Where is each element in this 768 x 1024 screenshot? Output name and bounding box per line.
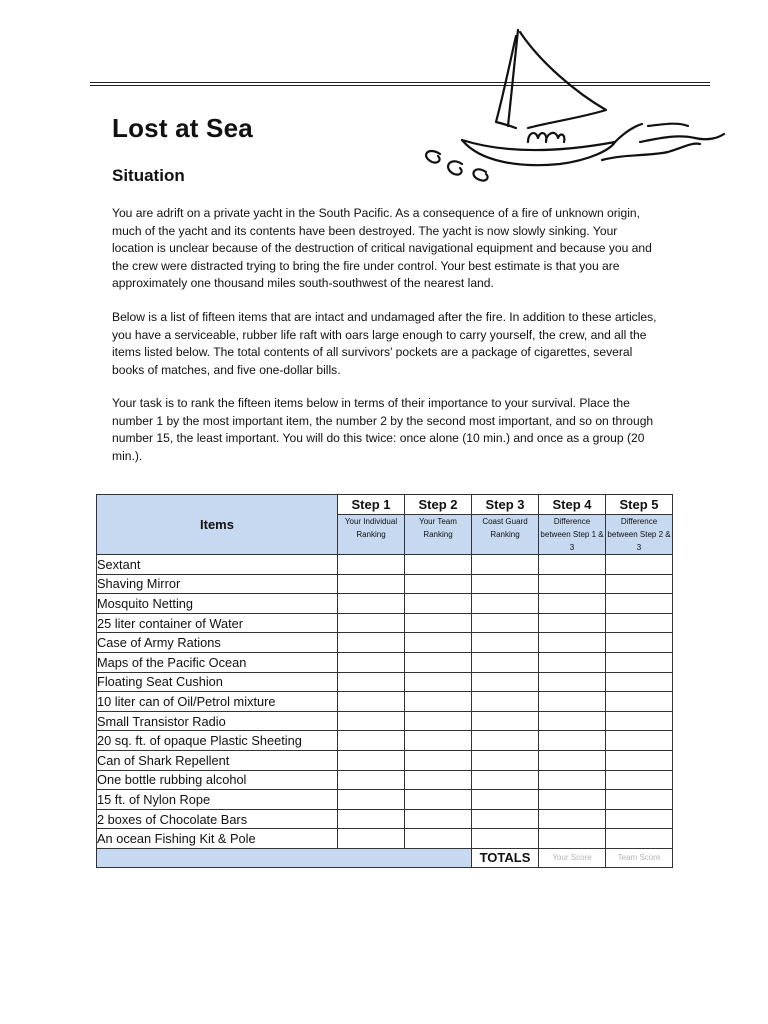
table-row <box>97 652 673 672</box>
table-row <box>97 829 673 849</box>
rank-cell-step-5[interactable] <box>606 555 673 575</box>
step-2-header: Step 2 <box>405 495 472 515</box>
table-row <box>97 555 673 575</box>
rank-cell-step-2[interactable] <box>405 790 472 810</box>
rank-cell-step-4[interactable] <box>539 711 606 731</box>
rank-cell-step-1[interactable] <box>338 790 405 810</box>
step-1-header: Step 1 <box>338 495 405 515</box>
rank-cell-step-3[interactable] <box>472 574 539 594</box>
rank-cell-step-4[interactable] <box>539 770 606 790</box>
item-name: Case of Army Rations <box>97 633 338 653</box>
rank-cell-step-1[interactable] <box>338 750 405 770</box>
rank-cell-step-2[interactable] <box>405 633 472 653</box>
rank-cell-step-3[interactable] <box>472 555 539 575</box>
step-5-header: Step 5 <box>606 495 673 515</box>
rank-cell-step-1[interactable] <box>338 692 405 712</box>
rank-cell-step-2[interactable] <box>405 594 472 614</box>
item-name: 15 ft. of Nylon Rope <box>97 790 338 810</box>
rank-cell-step-4[interactable] <box>539 633 606 653</box>
sailboat-illustration <box>410 22 730 187</box>
rank-cell-step-5[interactable] <box>606 672 673 692</box>
totals-blank <box>97 848 472 867</box>
rank-cell-step-2[interactable] <box>405 809 472 829</box>
table-row <box>97 750 673 770</box>
rank-cell-step-2[interactable] <box>405 692 472 712</box>
rank-cell-step-4[interactable] <box>539 692 606 712</box>
team-score-cell[interactable]: Team Score <box>606 848 673 867</box>
rank-cell-step-4[interactable] <box>539 829 606 849</box>
step-4-description: Difference between Step 1 & 3 <box>539 515 606 555</box>
rank-cell-step-1[interactable] <box>338 809 405 829</box>
item-name: Sextant <box>97 555 338 575</box>
rank-cell-step-5[interactable] <box>606 750 673 770</box>
rank-cell-step-2[interactable] <box>405 613 472 633</box>
rank-cell-step-2[interactable] <box>405 770 472 790</box>
table-row <box>97 594 673 614</box>
rank-cell-step-2[interactable] <box>405 829 472 849</box>
rank-cell-step-2[interactable] <box>405 672 472 692</box>
totals-label: TOTALS <box>472 848 539 867</box>
table-row <box>97 692 673 712</box>
step-4-header: Step 4 <box>539 495 606 515</box>
rank-cell-step-5[interactable] <box>606 574 673 594</box>
step-5-description: Difference between Step 2 & 3 <box>606 515 673 555</box>
item-name: Floating Seat Cushion <box>97 672 338 692</box>
rank-cell-step-2[interactable] <box>405 574 472 594</box>
rank-cell-step-2[interactable] <box>405 652 472 672</box>
step-3-description: Coast Guard Ranking <box>472 515 539 555</box>
rank-cell-step-4[interactable] <box>539 613 606 633</box>
item-name: An ocean Fishing Kit & Pole <box>97 829 338 849</box>
rank-cell-step-4[interactable] <box>539 594 606 614</box>
rank-cell-step-4[interactable] <box>539 652 606 672</box>
rank-cell-step-1[interactable] <box>338 711 405 731</box>
rank-cell-step-5[interactable] <box>606 633 673 653</box>
ranking-table <box>96 494 673 868</box>
item-name: Maps of the Pacific Ocean <box>97 652 338 672</box>
rank-cell-step-5[interactable] <box>606 770 673 790</box>
rank-cell-step-5[interactable] <box>606 594 673 614</box>
rank-cell-step-5[interactable] <box>606 829 673 849</box>
step-1-description: Your Individual Ranking <box>338 515 405 555</box>
rank-cell-step-3[interactable] <box>472 672 539 692</box>
rank-cell-step-5[interactable] <box>606 652 673 672</box>
rank-cell-step-3[interactable] <box>472 750 539 770</box>
item-name: 25 liter container of Water <box>97 613 338 633</box>
rank-cell-step-3[interactable] <box>472 829 539 849</box>
rank-cell-step-5[interactable] <box>606 731 673 751</box>
rank-cell-step-1[interactable] <box>338 652 405 672</box>
situation-paragraph: You are adrift on a private yacht in the South Pacific. As a consequence of a fire of unknown origin, much of the yacht and its contents have been destroyed. The yacht is now slowly sinking. Your location is unclear because of the destruction of critical navigational equipment and because you and the crew were distracted trying to bring the fire under control. Your best estimate is that you are approximately one thousand miles south-southwest of the nearest land. <box>112 206 652 291</box>
rank-cell-step-1[interactable] <box>338 731 405 751</box>
item-name: Small Transistor Radio <box>97 711 338 731</box>
your-score-cell[interactable]: Your Score <box>539 848 606 867</box>
rank-cell-step-3[interactable] <box>472 652 539 672</box>
rank-cell-step-2[interactable] <box>405 555 472 575</box>
rank-cell-step-4[interactable] <box>539 731 606 751</box>
rank-cell-step-1[interactable] <box>338 594 405 614</box>
table-row <box>97 574 673 594</box>
rank-cell-step-3[interactable] <box>472 809 539 829</box>
rank-cell-step-4[interactable] <box>539 574 606 594</box>
table-row <box>97 809 673 829</box>
rank-cell-step-3[interactable] <box>472 692 539 712</box>
rank-cell-step-5[interactable] <box>606 692 673 712</box>
rank-cell-step-5[interactable] <box>606 711 673 731</box>
rank-cell-step-3[interactable] <box>472 711 539 731</box>
rank-cell-step-4[interactable] <box>539 750 606 770</box>
rank-cell-step-3[interactable] <box>472 613 539 633</box>
rank-cell-step-2[interactable] <box>405 750 472 770</box>
items-column-header: Items <box>97 495 338 555</box>
table-row <box>97 790 673 810</box>
rank-cell-step-3[interactable] <box>472 594 539 614</box>
rank-cell-step-3[interactable] <box>472 633 539 653</box>
rank-cell-step-5[interactable] <box>606 790 673 810</box>
rank-cell-step-3[interactable] <box>472 770 539 790</box>
rank-cell-step-5[interactable] <box>606 809 673 829</box>
table-row <box>97 711 673 731</box>
rank-cell-step-2[interactable] <box>405 731 472 751</box>
item-name: Can of Shark Repellent <box>97 750 338 770</box>
rank-cell-step-1[interactable] <box>338 574 405 594</box>
step-3-header: Step 3 <box>472 495 539 515</box>
items-paragraph: Below is a list of fifteen items that are intact and undamaged after the fire. In addition to these articles, you have a serviceable, rubber life raft with oars large enough to carry yourself, the crew, and all the items listed below. The total contents of all survivors’ pockets are a package of cigarettes, several books of matches, and five one-dollar bills. <box>112 310 657 377</box>
rank-cell-step-1[interactable] <box>338 770 405 790</box>
table-row <box>97 731 673 751</box>
rank-cell-step-3[interactable] <box>472 731 539 751</box>
rank-cell-step-1[interactable] <box>338 555 405 575</box>
rank-cell-step-4[interactable] <box>539 809 606 829</box>
rank-cell-step-1[interactable] <box>338 633 405 653</box>
table-row <box>97 770 673 790</box>
table-row <box>97 633 673 653</box>
item-name: 20 sq. ft. of opaque Plastic Sheeting <box>97 731 338 751</box>
table-row <box>97 672 673 692</box>
rank-cell-step-5[interactable] <box>606 613 673 633</box>
rank-cell-step-2[interactable] <box>405 711 472 731</box>
step-2-description: Your Team Ranking <box>405 515 472 555</box>
rank-cell-step-4[interactable] <box>539 790 606 810</box>
item-name: 2 boxes of Chocolate Bars <box>97 809 338 829</box>
rank-cell-step-3[interactable] <box>472 790 539 810</box>
table-row <box>97 613 673 633</box>
page-title: Lost at Sea <box>112 113 253 143</box>
rank-cell-step-4[interactable] <box>539 555 606 575</box>
item-name: Shaving Mirror <box>97 574 338 594</box>
item-name: One bottle rubbing alcohol <box>97 770 338 790</box>
rank-cell-step-1[interactable] <box>338 829 405 849</box>
task-paragraph: Your task is to rank the fifteen items below in terms of their importance to your survival. Place the number 1 by the most important item, the number 2 by the second most important, and so on through number 15, the least important. You will do this twice: once alone (10 min.) and once as a group (20 min.). <box>112 396 654 463</box>
section-heading: Situation <box>112 166 185 185</box>
item-name: 10 liter can of Oil/Petrol mixture <box>97 692 338 712</box>
item-name: Mosquito Netting <box>97 594 338 614</box>
rank-cell-step-1[interactable] <box>338 672 405 692</box>
rank-cell-step-1[interactable] <box>338 613 405 633</box>
rank-cell-step-4[interactable] <box>539 672 606 692</box>
